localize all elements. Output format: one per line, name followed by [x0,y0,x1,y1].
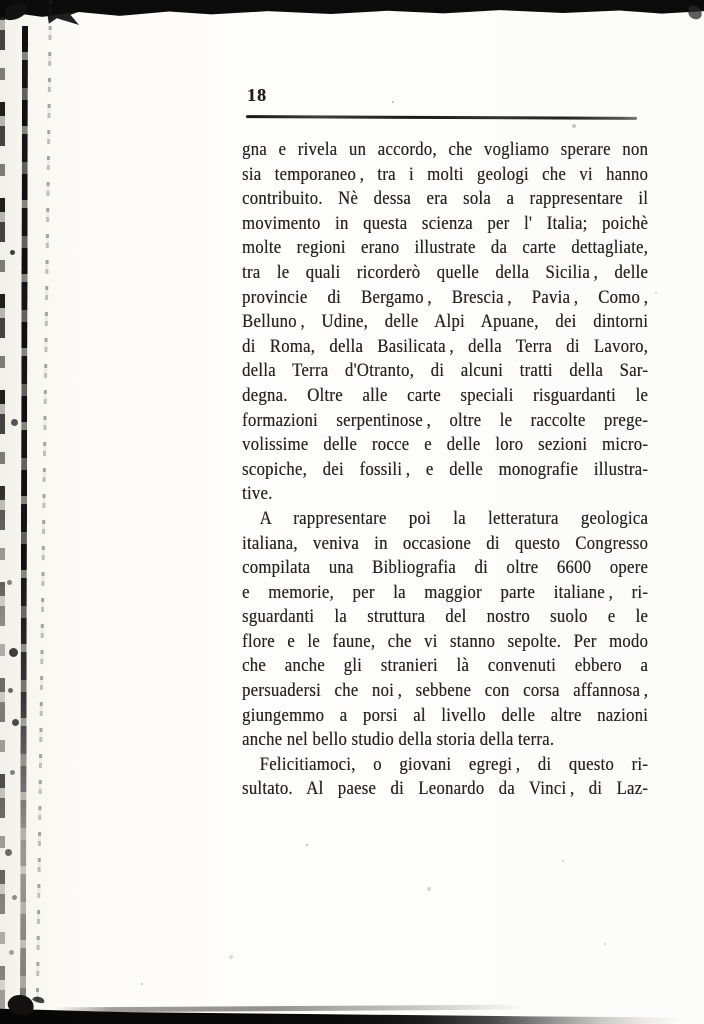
text-line: tive. [242,483,273,505]
text-line: movimento in questa scienza per l' Italia; poichè [242,212,649,234]
page-text [242,138,648,802]
text-line: formazioni serpentinose , oltre le raccolte prege- [242,409,649,431]
text-line: italiana, veniva in occasione di questo Congresso [242,532,649,554]
scan-artifact-bottom-smear [55,1005,525,1013]
text-line: contribuito. Nè dessa era sola a rappresentare il [242,188,649,210]
text-line: e memorie, per la maggior parte italiane , ri- [242,581,649,603]
scan-artifact-top-edge [0,0,704,18]
text-line: anche nel bello studio della storia della terra. [242,729,555,751]
text-line: persuadersi che noi , sebbene con corsa affannosa , [242,680,649,702]
text-line: volissime delle rocce e delle loro sezioni micro- [242,434,649,456]
text-line: Belluno , Udine, delle Alpi Apuane, dei dintorni [242,311,649,333]
text-line: della Terra d'Otranto, di alcuni tratti della Sar- [242,360,649,382]
text-line: giungemmo a porsi al livello delle altre nazioni [242,704,649,726]
text-line: che anche gli stranieri là convenuti ebbero a [242,655,649,677]
scan-artifact-binding-dots [36,0,52,1024]
text-line: tra le quali ricorderò quelle della Sicilia , delle [242,261,649,283]
text-line: compilata una Bibliografia di oltre 6600 opere [242,557,649,579]
page-number: 18 [247,85,267,105]
text-line: degna. Oltre alle carte speciali risguardanti le [242,384,649,406]
scan-artifact-left-specks [10,250,15,255]
text-line: sultato. Al paese di Leonardo da Vinci , di Laz- [242,778,649,800]
header-rule [246,115,637,119]
text-line: gna e rivela un accordo, che vogliamo sperare non [242,139,649,160]
text-line: A rappresentare poi la letteratura geologica [259,507,649,529]
scan-artifact-binding-line [20,26,28,1008]
scan-artifact-left-edge-line [0,6,5,1018]
text-line: provincie di Bergamo , Brescia , Pavia , Como , [242,286,649,308]
text-line: scopiche, dei fossili , e delle monografie illustra- [242,458,649,480]
scan-specks [0,0,2,2]
text-line: molte regioni erano illustrate da carte dettagliate, [242,237,649,259]
text-line: di Roma, della Basilicata , della Terra di Lavoro, [242,335,649,357]
text-line: Felicitiamoci, o giovani egregi , di questo ri- [259,753,649,775]
text-line: sguardanti la struttura del nostro suolo e le [242,606,649,628]
text-line: sia temporaneo , tra i molti geologi che vi hanno [242,163,649,185]
text-line: flore e le faune, che vi stanno sepolte. Per modo [242,630,649,652]
